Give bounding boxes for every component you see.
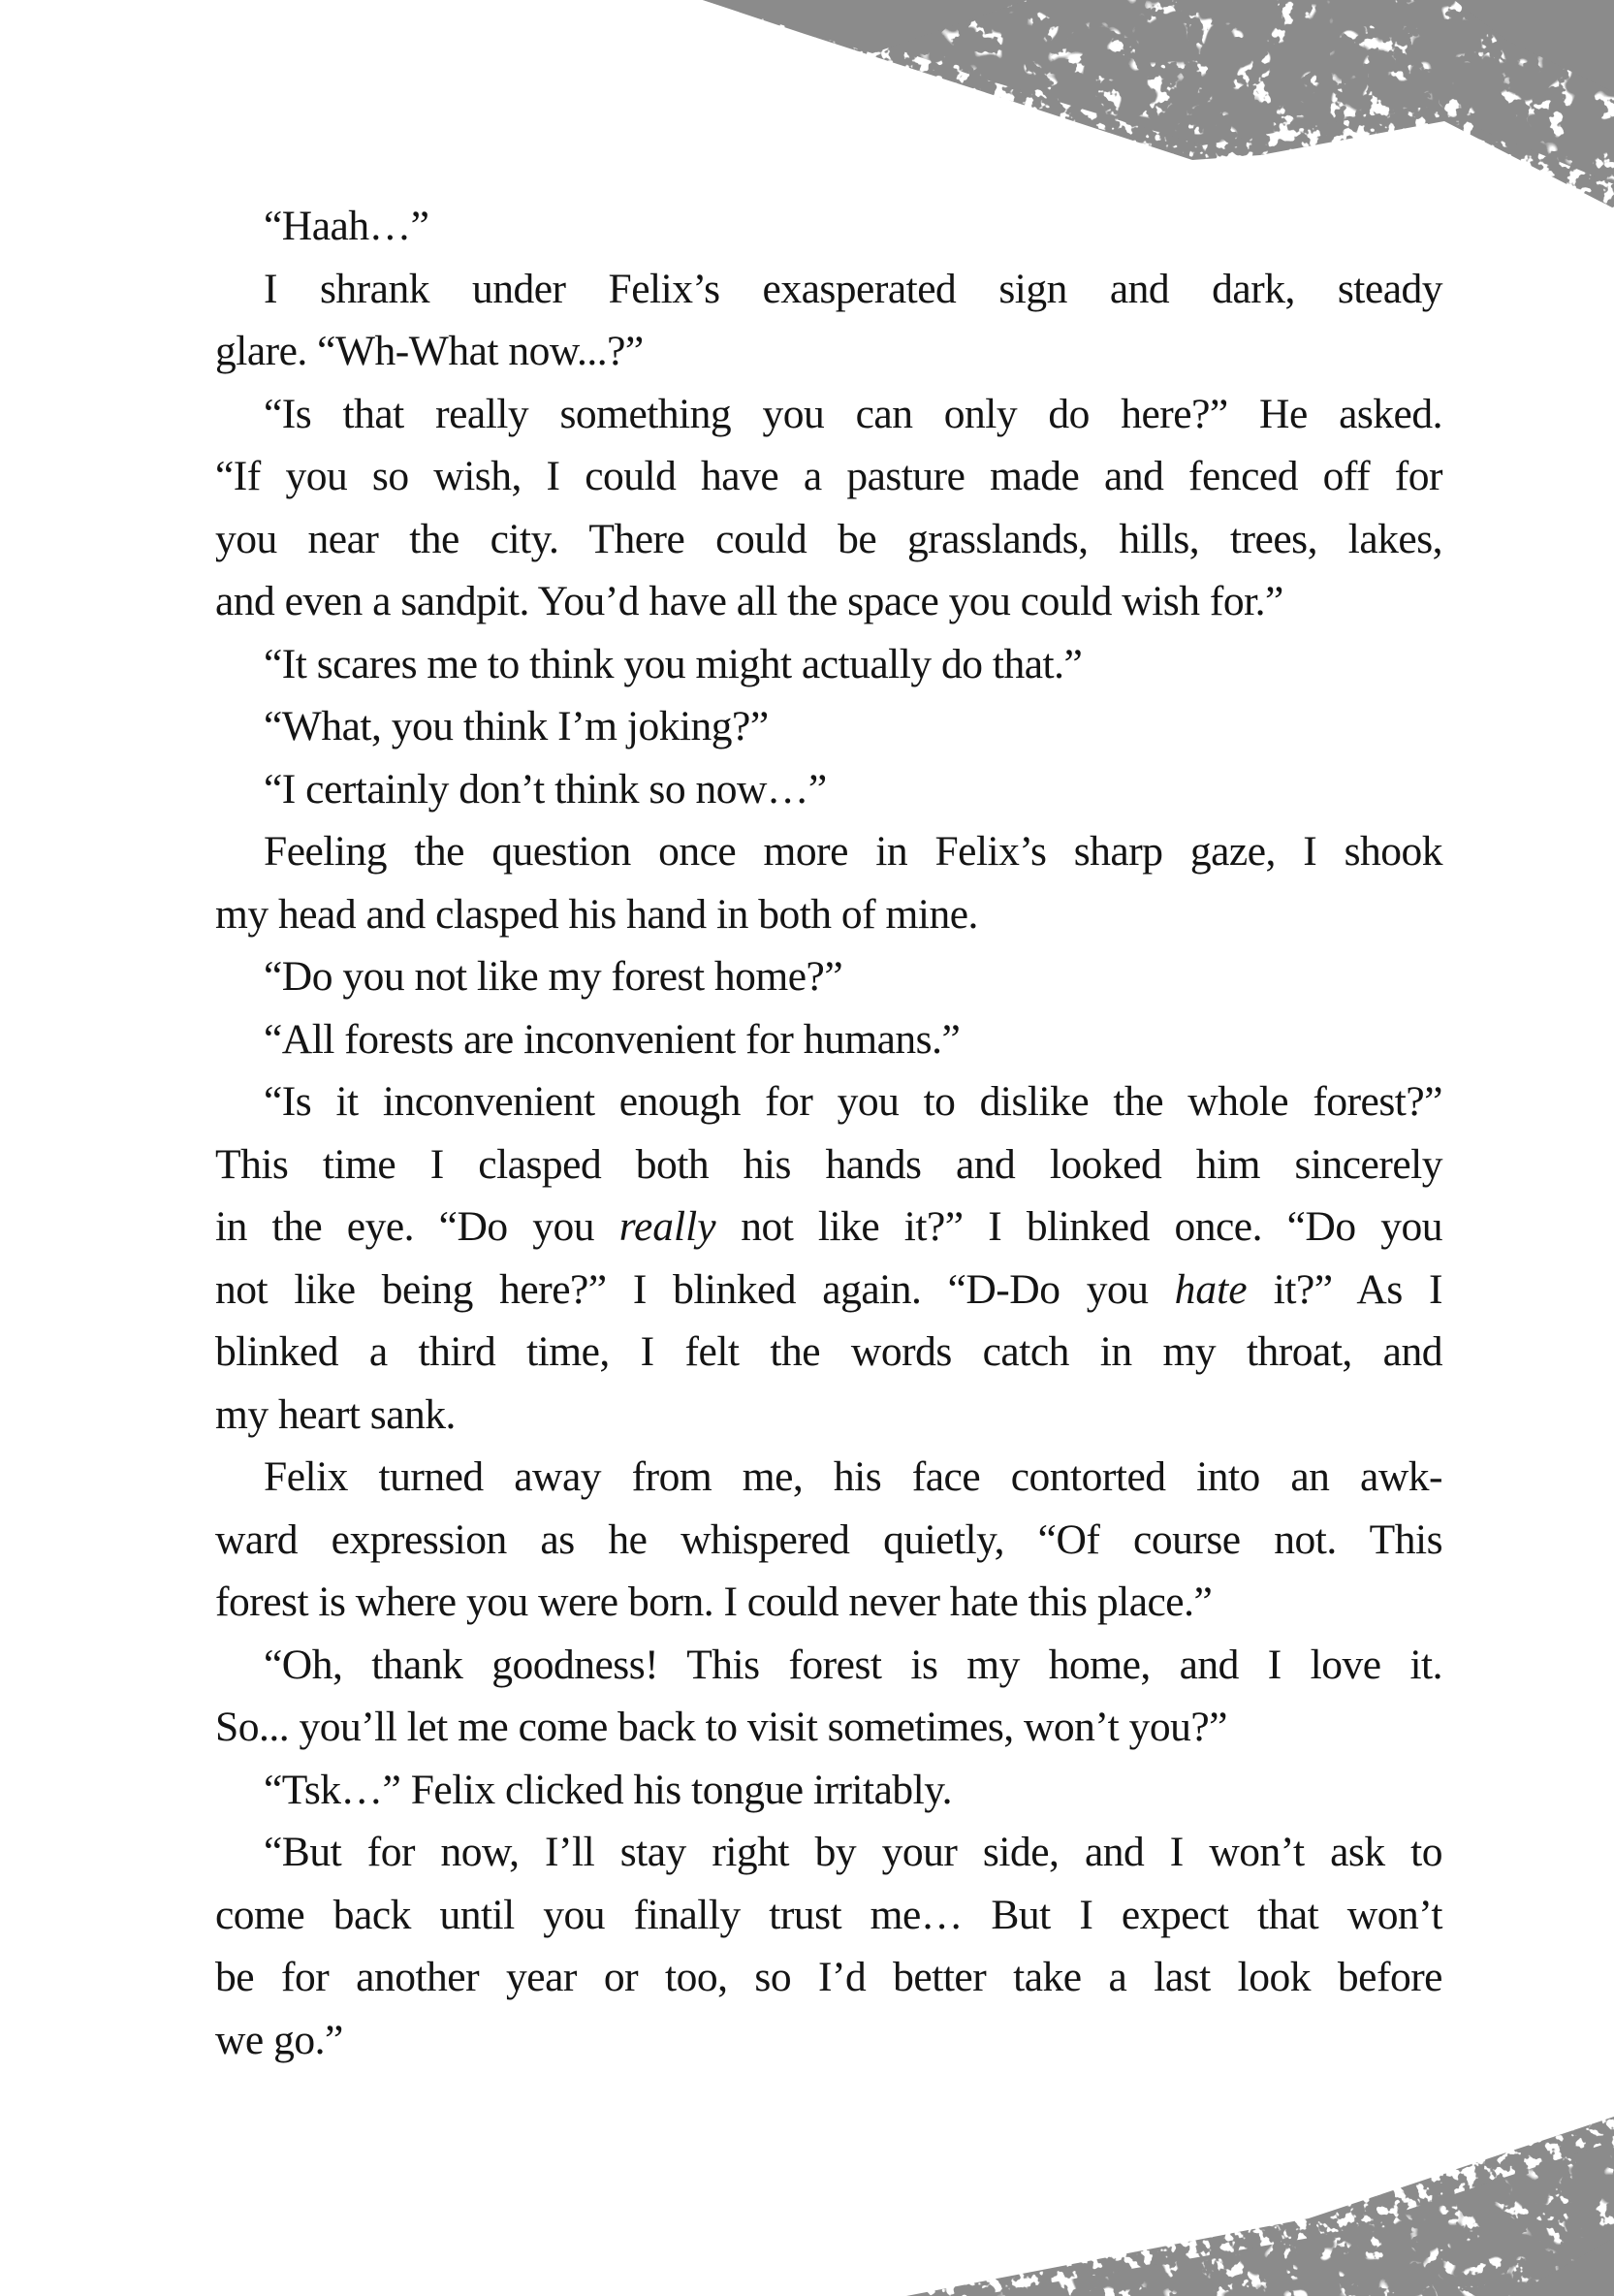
bottom-right-grunge-decoration — [0, 2107, 1614, 2296]
paragraph — [215, 1759, 1442, 1822]
text-line: So... you’ll let me come back to visit sometimes, won’t you?” — [215, 1704, 1227, 1750]
page-text-block — [215, 195, 1442, 2071]
paragraph — [215, 383, 1442, 633]
text-line: I shrank under Felix’s exasperated sign and dark, steady — [264, 265, 1442, 312]
paragraph — [215, 258, 1442, 383]
paragraph — [215, 1070, 1442, 1446]
text-line: “What, you think I’m joking?” — [264, 703, 769, 749]
text-line: and even a sandpit. You’d have all the space you could wish for.” — [215, 578, 1283, 624]
paragraph — [215, 758, 1442, 821]
paragraph — [215, 1008, 1442, 1071]
paragraph — [215, 695, 1442, 758]
text-line: “It scares me to think you might actually do that.” — [264, 640, 1083, 687]
paragraph — [215, 820, 1442, 945]
paragraph — [215, 1446, 1442, 1634]
text-line: This time I clasped both his hands and looked him sincerely — [215, 1140, 1442, 1188]
paragraph — [215, 945, 1442, 1008]
text-line: you near the city. There could be grasslands, hills, trees, lakes, — [215, 515, 1442, 562]
text-line: my head and clasped his hand in both of mine. — [215, 890, 978, 938]
text-line: ward expression as he whispered quietly, “Of course not. This — [215, 1515, 1442, 1563]
text-line: “If you so wish, I could have a pasture made and fenced off for — [215, 453, 1442, 499]
text-line: “Tsk…” Felix clicked his tongue irritably. — [264, 1766, 953, 1813]
text-line: “Haah…” — [264, 203, 429, 249]
text-line: Felix turned away from me, his face contorted into an awk- — [264, 1453, 1442, 1500]
text-line: not like being here?” I blinked again. “D-Do you hate it?” As I — [215, 1265, 1442, 1313]
text-line: my heart sank. — [215, 1390, 456, 1438]
paragraph — [215, 195, 1442, 258]
text-line: “Is that really something you can only do here?” He asked. — [264, 390, 1442, 437]
paragraph — [215, 1821, 1442, 2071]
text-line: “Do you not like my forest home?” — [264, 953, 843, 1000]
paragraph — [215, 1634, 1442, 1759]
text-line: “But for now, I’ll stay right by your side, and I won’t ask to — [264, 1829, 1442, 1875]
text-line: in the eye. “Do you really not like it?” I blinked once. “Do you — [215, 1203, 1442, 1250]
text-line: blinked a third time, I felt the words catch in my throat, and — [215, 1328, 1442, 1375]
paragraph — [215, 633, 1442, 696]
text-line: “I certainly don’t think so now…” — [264, 765, 827, 813]
text-line: “All forests are inconvenient for humans.” — [264, 1015, 961, 1063]
text-line: “Oh, thank goodness! This forest is my home, and I love it. — [264, 1641, 1442, 1688]
text-line: come back until you finally trust me… But I expect that won’t — [215, 1891, 1442, 1938]
text-line: “Is it inconvenient enough for you to dislike the whole forest?” — [264, 1078, 1442, 1125]
text-line: glare. “Wh-What now...?” — [215, 328, 644, 374]
text-line: we go.” — [215, 2016, 343, 2063]
text-line: be for another year or too, so I’d better take a last look before — [215, 1954, 1442, 2000]
text-line: forest is where you were born. I could never hate this place.” — [215, 1578, 1213, 1625]
text-line: Feeling the question once more in Felix’s sharp gaze, I shook — [264, 828, 1442, 875]
